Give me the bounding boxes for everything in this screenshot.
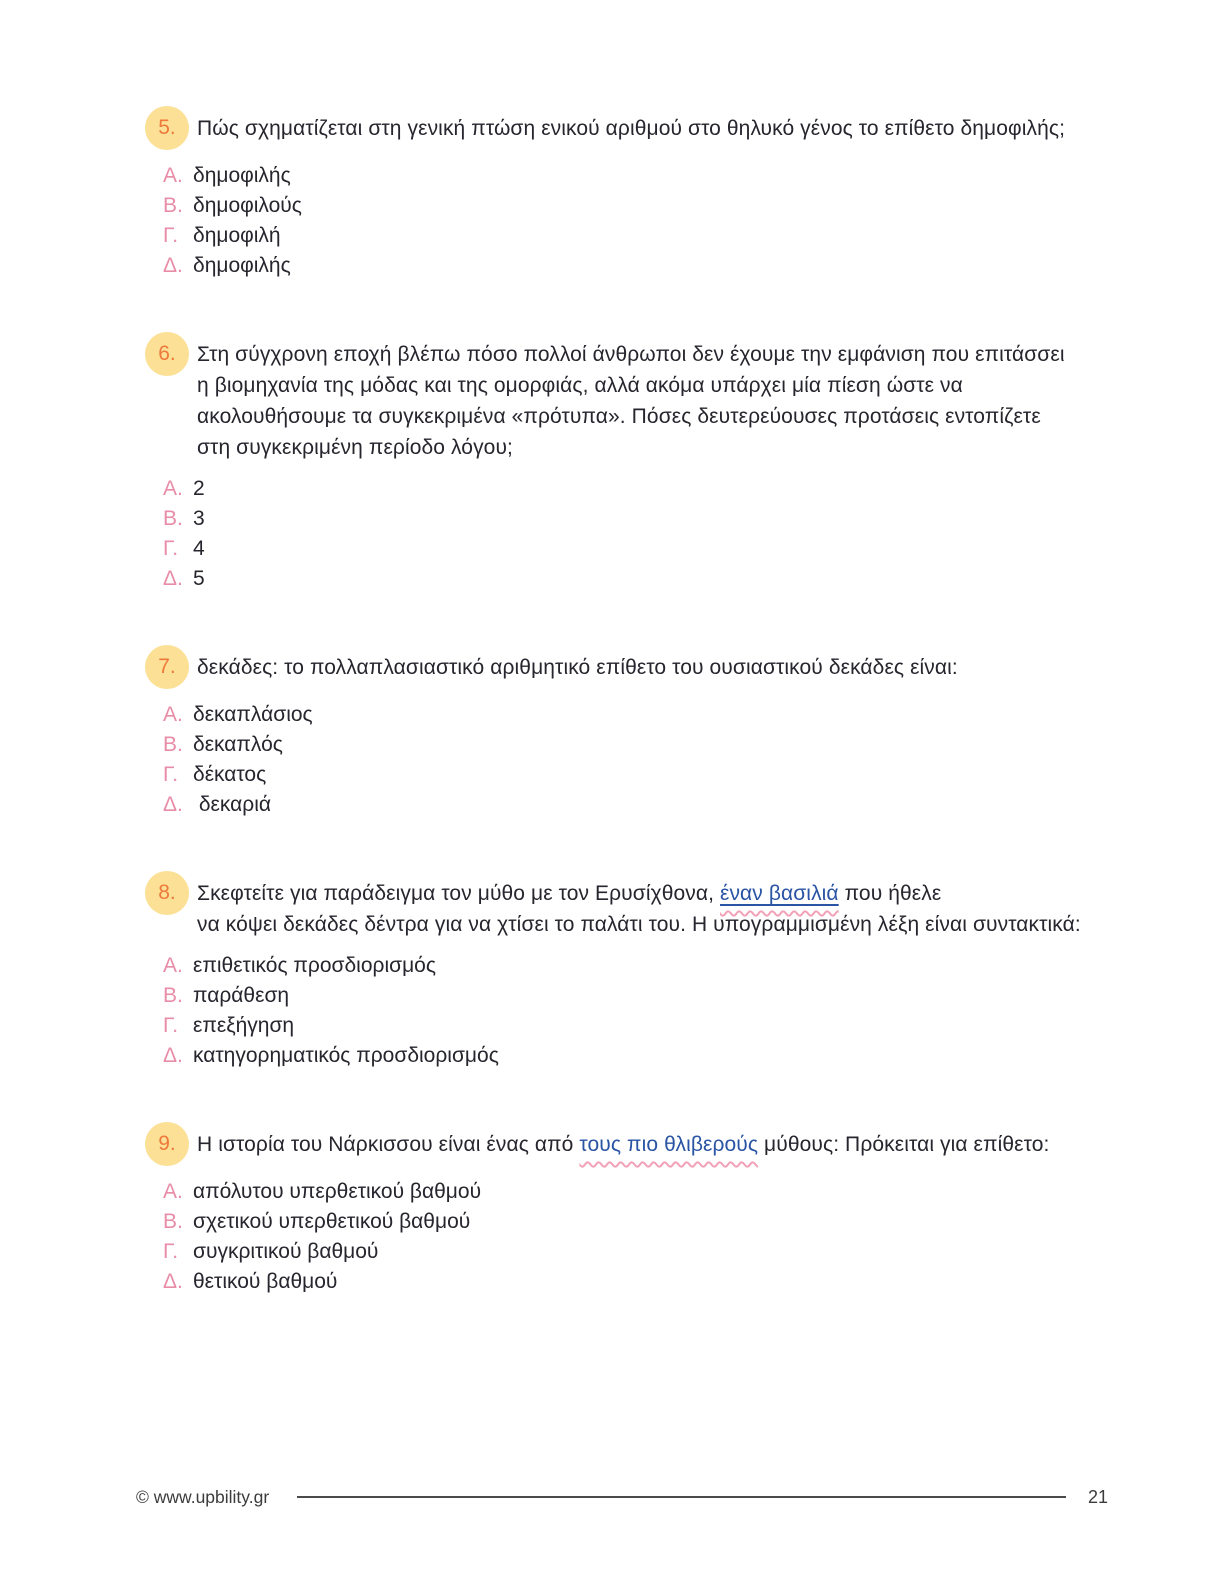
option-letter: Γ. xyxy=(163,763,179,786)
question-text-segment: δεκάδες: το πολλαπλασιαστικό αριθμητικό επίθετο του ουσιαστικού δεκάδες είναι: xyxy=(197,656,958,679)
question-number: 5. xyxy=(158,116,176,139)
option-row xyxy=(163,793,1154,823)
option-row xyxy=(163,537,1154,567)
question-text xyxy=(197,645,958,683)
option-text: 5 xyxy=(193,567,205,590)
question-block xyxy=(145,1122,1154,1300)
question-text-segment: ακολουθήσουμε τα συγκεκριμένα «πρότυπα». Πόσες δευτερεύουσες προτάσεις εντοπίζετε xyxy=(197,405,1041,428)
question-text xyxy=(197,106,1065,144)
option-text: δέκατος xyxy=(193,763,267,786)
option-text: θετικού βαθμού xyxy=(193,1270,338,1293)
option-row xyxy=(163,984,1154,1014)
option-row xyxy=(163,194,1154,224)
option-letter: Β. xyxy=(163,194,183,217)
option-row xyxy=(163,1044,1154,1074)
option-letter: Β. xyxy=(163,984,183,1007)
option-letter: Β. xyxy=(163,1210,183,1233)
question-block xyxy=(145,645,1154,823)
option-letter: Γ. xyxy=(163,537,179,560)
question-text-segment: Σκεφτείτε για παράδειγμα τον μύθο με τον Ερυσίχθονα, xyxy=(197,882,720,905)
underlined-phrase xyxy=(720,882,839,905)
question-text-segment: Η ιστορία του Νάρκισσου είναι ένας από xyxy=(197,1133,580,1156)
options-list xyxy=(163,477,1154,597)
options-list xyxy=(163,703,1154,823)
question-number: 8. xyxy=(158,881,176,904)
option-letter: Γ. xyxy=(163,224,179,247)
question-number: 9. xyxy=(158,1132,176,1155)
question-row xyxy=(145,645,1154,689)
option-letter: Β. xyxy=(163,507,183,530)
option-letter: Α. xyxy=(163,703,183,726)
underlined-phrase: τους πιο θλιβερούς xyxy=(579,1133,759,1156)
option-row xyxy=(163,1270,1154,1300)
question-text-segment: που ήθελε xyxy=(838,882,942,905)
copyright-text: © www.upbility.gr xyxy=(136,1486,270,1507)
option-text: δεκαπλάσιος xyxy=(193,703,313,726)
option-letter: Δ. xyxy=(163,1044,183,1067)
option-letter: Δ. xyxy=(163,1270,183,1293)
question-number-badge xyxy=(145,332,189,376)
option-letter: Δ. xyxy=(163,254,183,277)
question-number-badge xyxy=(145,106,189,150)
option-row xyxy=(163,1240,1154,1270)
options-list xyxy=(163,954,1154,1074)
option-letter: Δ. xyxy=(163,567,183,590)
option-letter: Α. xyxy=(163,954,183,977)
underlined-phrase-text: έναν βασιλιά xyxy=(719,882,839,905)
option-text: 3 xyxy=(193,507,205,530)
option-row xyxy=(163,763,1154,793)
option-text: παράθεση xyxy=(193,984,290,1007)
question-block xyxy=(145,871,1154,1074)
question-text xyxy=(197,871,1081,940)
options-list xyxy=(163,164,1154,284)
question-text xyxy=(197,1122,1049,1160)
question-row xyxy=(145,106,1154,150)
option-text: συγκριτικού βαθμού xyxy=(193,1240,379,1263)
option-text: επεξήγηση xyxy=(193,1014,295,1037)
option-text: 2 xyxy=(193,477,205,500)
option-letter: Α. xyxy=(163,1180,183,1203)
option-text: απόλυτου υπερθετικού βαθμού xyxy=(193,1180,482,1203)
option-row xyxy=(163,477,1154,507)
option-row xyxy=(163,1210,1154,1240)
question-number-badge xyxy=(145,871,189,915)
option-text: δημοφιλή xyxy=(193,224,281,247)
option-row xyxy=(163,1014,1154,1044)
footer xyxy=(136,1484,1108,1510)
option-row xyxy=(163,507,1154,537)
option-text: δημοφιλής xyxy=(193,254,291,277)
question-text-segment: να κόψει δεκάδες δέντρα για να χτίσει το παλάτι του. Η υπογραμμισμένη λέξη είναι συντακτικά: xyxy=(197,913,1081,936)
option-letter: Α. xyxy=(163,477,183,500)
question-block xyxy=(145,106,1154,284)
options-list xyxy=(163,1180,1154,1300)
page-number: 21 xyxy=(1087,1486,1108,1507)
question-row xyxy=(145,871,1154,940)
option-row xyxy=(163,224,1154,254)
question-row xyxy=(145,1122,1154,1166)
option-letter: Γ. xyxy=(163,1014,179,1037)
footer-divider-line xyxy=(297,1496,1066,1498)
option-row xyxy=(163,733,1154,763)
option-text: σχετικού υπερθετικού βαθμού xyxy=(193,1210,471,1233)
question-block xyxy=(145,332,1154,597)
option-row xyxy=(163,164,1154,194)
option-row xyxy=(163,254,1154,284)
option-letter: Δ. xyxy=(163,793,183,816)
option-letter: Γ. xyxy=(163,1240,179,1263)
option-text: επιθετικός προσδιορισμός xyxy=(193,954,436,977)
option-letter: Α. xyxy=(163,164,183,187)
question-row xyxy=(145,332,1154,463)
option-row xyxy=(163,954,1154,984)
option-row xyxy=(163,1180,1154,1210)
option-text: κατηγορηματικός προσδιορισμός xyxy=(193,1044,499,1067)
option-letter: Β. xyxy=(163,733,183,756)
option-text: δεκαπλός xyxy=(193,733,283,756)
question-number-badge xyxy=(145,645,189,689)
option-text: δημοφιλής xyxy=(193,164,291,187)
question-text xyxy=(197,332,1065,463)
question-text-segment: Πώς σχηματίζεται στη γενική πτώση ενικού αριθμού στο θηλυκό γένος το επίθετο δημοφιλής; xyxy=(197,117,1066,140)
question-number: 6. xyxy=(158,342,176,365)
question-number-badge xyxy=(145,1122,189,1166)
option-row xyxy=(163,703,1154,733)
question-number: 7. xyxy=(158,655,176,678)
questions-list xyxy=(145,106,1154,1348)
option-row xyxy=(163,567,1154,597)
option-text: δημοφιλούς xyxy=(193,194,302,217)
question-text-segment: η βιομηχανία της μόδας και της ομορφιάς, αλλά ακόμα υπάρχει μία πίεση ώστε να xyxy=(197,374,963,397)
question-text-segment: Στη σύγχρονη εποχή βλέπω πόσο πολλοί άνθρωποι δεν έχουμε την εμφάνιση που επιτάσσει xyxy=(197,343,1065,366)
option-text: δεκαριά xyxy=(193,793,272,816)
option-text: 4 xyxy=(193,537,205,560)
question-text-segment: μύθους: Πρόκειται για επίθετο: xyxy=(758,1133,1050,1156)
question-text-segment: στη συγκεκριμένη περίοδο λόγου; xyxy=(197,436,513,459)
